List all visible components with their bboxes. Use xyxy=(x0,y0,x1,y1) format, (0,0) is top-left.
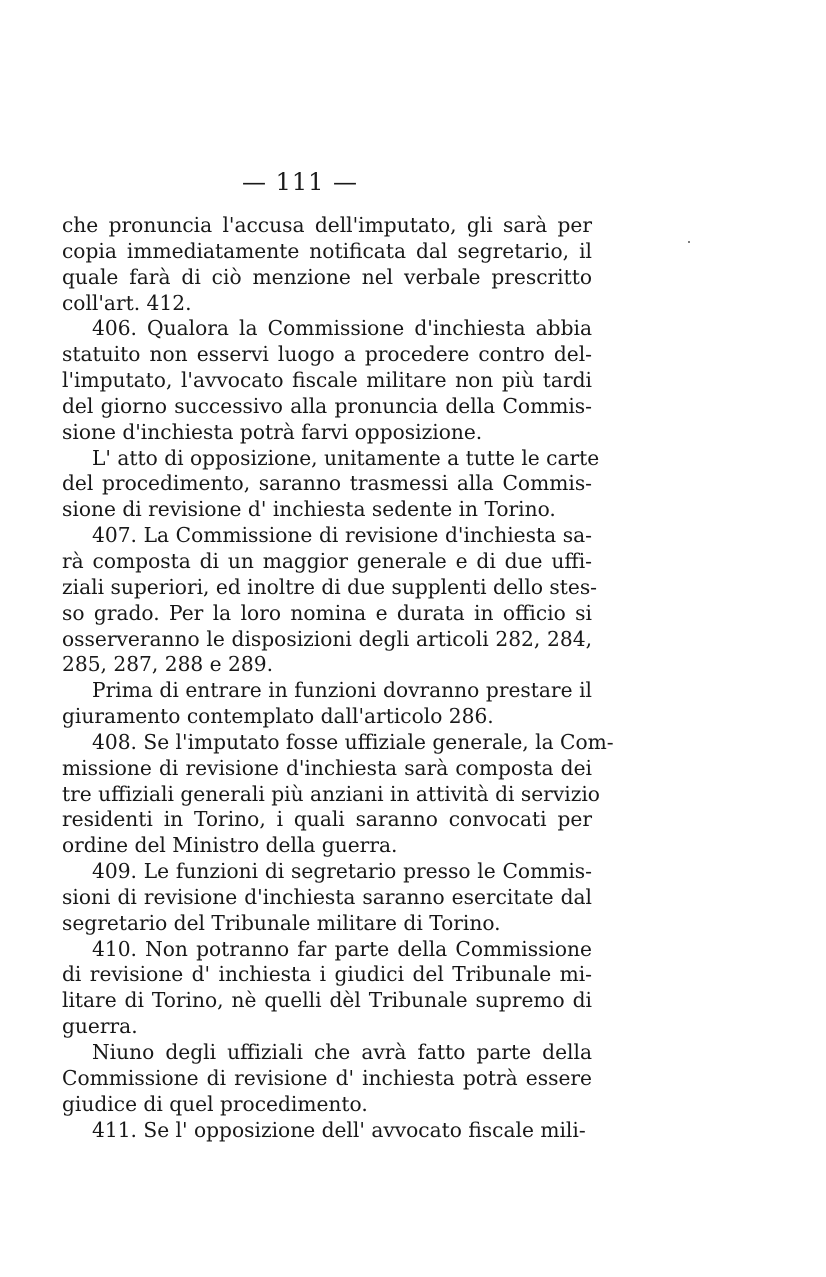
text-line: copia immediatamente notificata dal segretario, il xyxy=(62,238,592,263)
text-line: missione di revisione d'inchiesta sarà composta dei xyxy=(62,755,592,780)
text-line: sioni di revisione d'inchiesta saranno esercitate dal xyxy=(62,884,592,909)
text-line: osserveranno le disposizioni degli articoli 282, 284, xyxy=(62,626,592,651)
text-line: 285, 287, 288 e 289. xyxy=(62,652,273,677)
text-line: ordine del Ministro della guerra. xyxy=(62,833,398,858)
text-line: di revisione d' inchiesta i giudici del Tribunale mi- xyxy=(62,962,592,987)
text-line: del procedimento, saranno trasmessi alla Commis- xyxy=(62,471,592,496)
text-line: l'imputato, l'avvocato fiscale militare non più tardi xyxy=(62,368,592,393)
text-line: statuito non esservi luogo a procedere contro del- xyxy=(62,342,592,367)
text-line: 406. Qualora la Commissione d'inchiesta abbia xyxy=(92,316,592,341)
text-line: giudice di quel procedimento. xyxy=(62,1091,368,1116)
text-line: sione d'inchiesta potrà farvi opposizione. xyxy=(62,419,483,444)
text-line: L' atto di opposizione, unitamente a tutte le carte xyxy=(92,445,600,470)
text-line: ziali superiori, ed inoltre di due supplenti dello stes- xyxy=(62,574,598,599)
text-line: litare di Torino, nè quelli dèl Tribunale supremo di xyxy=(62,988,592,1013)
text-line: 410. Non potranno far parte della Commissione xyxy=(92,936,592,961)
text-line: tre uffiziali generali più anziani in attività di servizio xyxy=(62,781,600,806)
text-line: segretario del Tribunale militare di Torino. xyxy=(62,910,501,935)
text-line: Commissione di revisione d' inchiesta potrà essere xyxy=(62,1065,592,1090)
text-line: coll'art. 412. xyxy=(62,290,192,315)
text-line: 407. La Commissione di revisione d'inchiesta sa- xyxy=(92,523,592,548)
text-line: residenti in Torino, i quali saranno convocati per xyxy=(62,807,592,832)
text-line: Prima di entrare in funzioni dovranno prestare il xyxy=(92,678,592,703)
text-line: del giorno successivo alla pronuncia della Commis- xyxy=(62,393,592,418)
text-line: sione di revisione d' inchiesta sedente in Torino. xyxy=(62,497,556,522)
text-line: rà composta di un maggior generale e di due uffi- xyxy=(62,548,592,573)
text-line: 409. Le funzioni di segretario presso le Commis- xyxy=(92,859,592,884)
text-line: Niuno degli uffiziali che avrà fatto parte della xyxy=(92,1040,592,1064)
body-text xyxy=(62,213,614,1143)
margin-speck xyxy=(688,241,690,243)
text-line: 411. Se l' opposizione dell' avvocato fiscale mili- xyxy=(92,1117,586,1142)
text-line: 408. Se l'imputato fosse uffiziale generale, la Com- xyxy=(92,729,614,754)
text-line: so grado. Per la loro nomina e durata in officio si xyxy=(62,600,592,625)
text-line: che pronuncia l'accusa dell'imputato, gli sarà per xyxy=(62,213,592,237)
text-line: quale farà di ciò menzione nel verbale prescritto xyxy=(62,264,592,289)
text-line: giuramento contemplato dall'articolo 286. xyxy=(62,704,494,729)
page-number-header: — 111 — xyxy=(241,168,359,196)
text-line: guerra. xyxy=(62,1014,138,1039)
